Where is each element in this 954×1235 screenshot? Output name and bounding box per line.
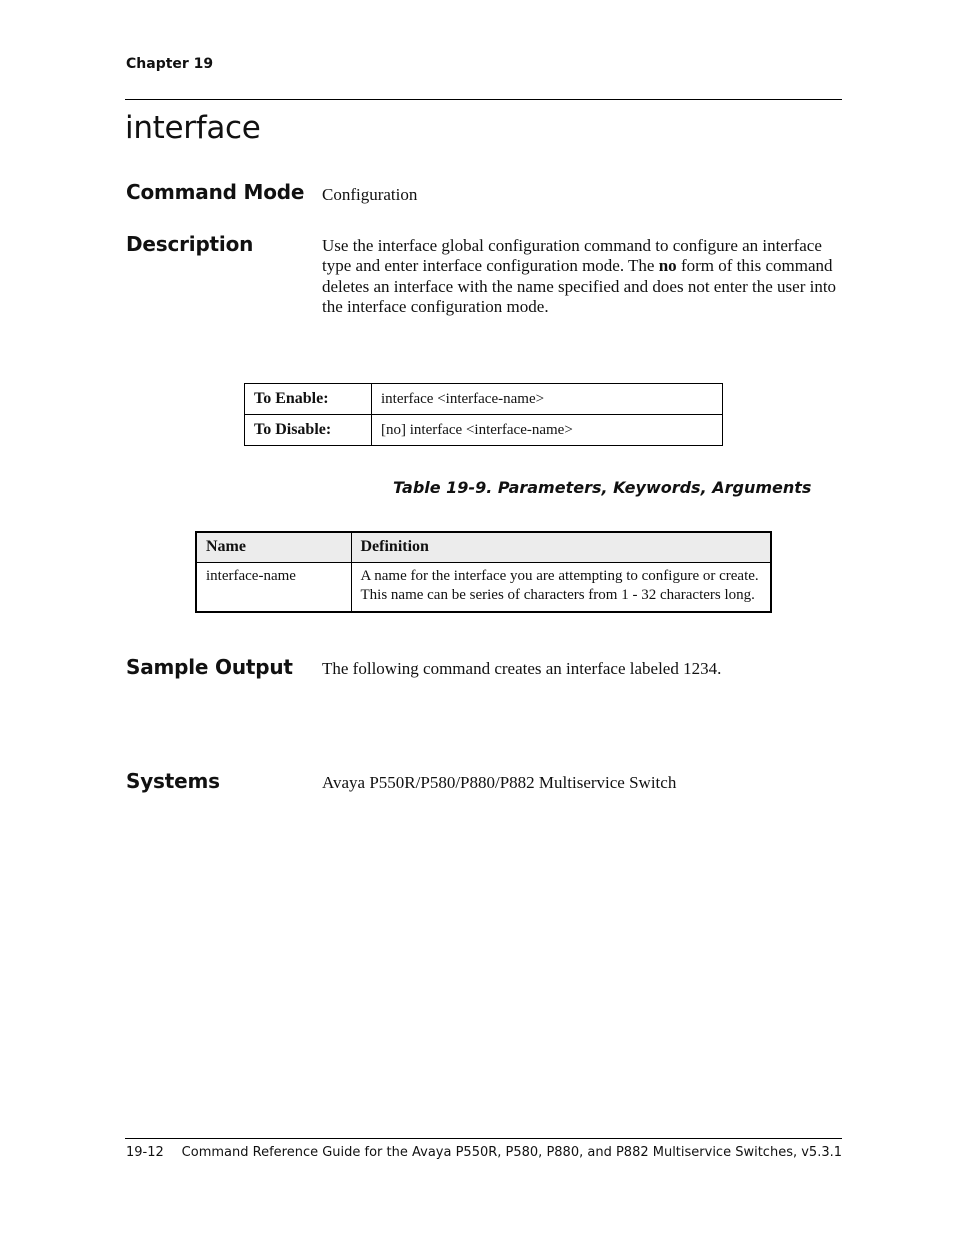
table-row — [196, 562, 771, 612]
footer-rule — [125, 1138, 842, 1139]
page-number: 19-12 — [126, 1145, 164, 1160]
disable-command: [no] interface <interface-name> — [372, 415, 723, 446]
column-header-definition: Definition — [351, 532, 771, 562]
command-mode-text: Configuration — [322, 185, 418, 204]
table-header-row — [196, 532, 771, 562]
footer-doc-title: Command Reference Guide for the Avaya P550R, P580, P880, and P882 Multiservice Switches, v5.3.1 — [181, 1145, 842, 1160]
enable-disable-table — [244, 383, 723, 446]
chapter-label: Chapter 19 — [126, 56, 214, 72]
page-title: interface — [125, 110, 261, 146]
enable-command: interface <interface-name> — [372, 384, 723, 415]
systems-heading: Systems — [126, 769, 220, 793]
description-text-part2: form of this command deletes an interface with the name specified and does not enter the user into the interface configuration mode. — [322, 256, 837, 316]
param-name: interface-name — [196, 562, 351, 612]
enable-label: To Enable: — [245, 384, 372, 415]
description-text — [322, 236, 842, 317]
column-header-name: Name — [196, 532, 351, 562]
header-rule — [125, 99, 842, 100]
parameters-table — [195, 531, 772, 613]
sample-output-text: The following command creates an interface labeled 1234. — [322, 659, 722, 678]
param-definition: A name for the interface you are attempting to configure or create. This name can be series of characters from 1 - 32 characters long. — [351, 562, 771, 612]
disable-label: To Disable: — [245, 415, 372, 446]
description-heading: Description — [126, 232, 254, 256]
sample-output-heading: Sample Output — [126, 655, 293, 679]
table-row — [245, 415, 723, 446]
description-text-part1: Use the interface global configuration command to configure an interface type and enter interface configuration mode. The — [322, 236, 822, 276]
command-mode-heading: Command Mode — [126, 180, 305, 204]
systems-text: Avaya P550R/P580/P880/P882 Multiservice Switch — [322, 773, 677, 792]
table-caption: Table 19-9. Parameters, Keywords, Arguments — [393, 478, 812, 497]
table-row — [245, 384, 723, 415]
no-keyword: no — [658, 256, 677, 276]
